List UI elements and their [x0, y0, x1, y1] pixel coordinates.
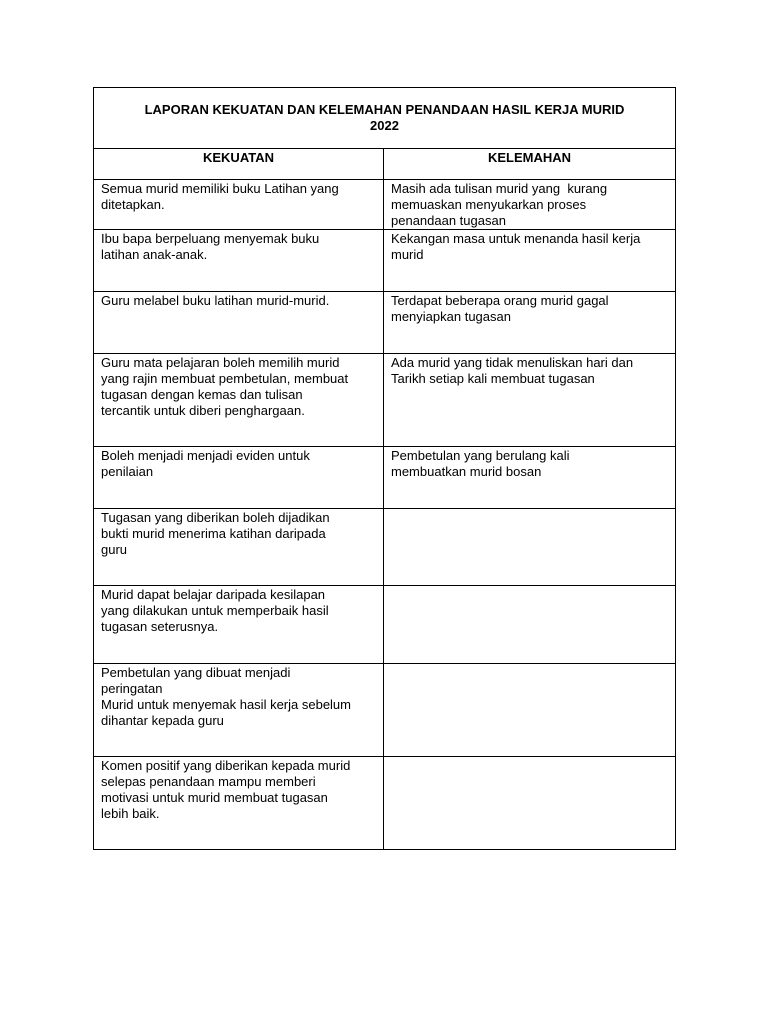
kekuatan-cell: [94, 757, 384, 850]
kelemahan-cell: [384, 664, 676, 757]
cell-line: Komen positif yang diberikan kepada murid: [101, 758, 351, 773]
report-title-line1: LAPORAN KEKUATAN DAN KELEMAHAN PENANDAAN HASIL KERJA MURID: [144, 102, 625, 117]
cell-line: tugasan dengan kemas dan tulisan: [101, 387, 303, 402]
cell-line: Guru mata pelajaran boleh memilih murid: [101, 355, 340, 370]
kekuatan-cell: [94, 509, 384, 586]
kekuatan-cell: [94, 586, 384, 664]
cell-line: yang dilakukan untuk memperbaik hasil: [101, 603, 329, 618]
kelemahan-cell: [384, 180, 676, 230]
cell-line: ditetapkan.: [101, 197, 165, 212]
kelemahan-cell: [384, 230, 676, 292]
kelemahan-cell: [384, 586, 676, 664]
report-table: [93, 87, 676, 850]
header-kekuatan: KEKUATAN: [94, 149, 384, 180]
kekuatan-cell: [94, 354, 384, 447]
cell-line: memuaskan menyukarkan proses: [391, 197, 587, 212]
cell-line: membuatkan murid bosan: [391, 464, 542, 479]
kelemahan-cell: [384, 354, 676, 447]
cell-line: selepas penandaan mampu memberi: [101, 774, 316, 789]
kekuatan-cell: [94, 230, 384, 292]
table-row: [94, 292, 676, 354]
kekuatan-cell: [94, 292, 384, 354]
cell-line: yang rajin membuat pembetulan, membuat: [101, 371, 349, 386]
table-row: [94, 180, 676, 230]
table-row: [94, 447, 676, 509]
cell-line: Murid untuk menyemak hasil kerja sebelum: [101, 697, 351, 712]
cell-line: bukti murid menerima katihan daripada: [101, 526, 326, 541]
kelemahan-cell: [384, 509, 676, 586]
cell-line: Pembetulan yang berulang kali: [391, 448, 570, 463]
header-row: [94, 149, 676, 180]
kelemahan-cell: [384, 447, 676, 509]
cell-line: Guru melabel buku latihan murid-murid.: [101, 293, 330, 308]
kelemahan-cell: [384, 292, 676, 354]
cell-line: peringatan: [101, 681, 163, 696]
title-cell: [94, 88, 676, 149]
table-row: [94, 664, 676, 757]
cell-line: Boleh menjadi menjadi eviden untuk: [101, 448, 310, 463]
cell-line: Ada murid yang tidak menuliskan hari dan: [391, 355, 634, 370]
cell-line: dihantar kepada guru: [101, 713, 224, 728]
cell-line: penandaan tugasan: [391, 213, 506, 228]
cell-line: Pembetulan yang dibuat menjadi: [101, 665, 291, 680]
kelemahan-cell: [384, 757, 676, 850]
cell-line: Masih ada tulisan murid yang kurang: [391, 181, 608, 196]
cell-line: motivasi untuk murid membuat tugasan: [101, 790, 328, 805]
cell-line: latihan anak-anak.: [101, 247, 208, 262]
kekuatan-cell: [94, 447, 384, 509]
cell-line: Semua murid memiliki buku Latihan yang: [101, 181, 339, 196]
cell-line: lebih baik.: [101, 806, 160, 821]
table-row: [94, 230, 676, 292]
table-row: [94, 586, 676, 664]
header-kelemahan: KELEMAHAN: [384, 149, 676, 180]
cell-line: menyiapkan tugasan: [391, 309, 511, 324]
cell-line: Tugasan yang diberikan boleh dijadikan: [101, 510, 330, 525]
kekuatan-cell: [94, 180, 384, 230]
cell-line: tugasan seterusnya.: [101, 619, 219, 634]
cell-line: Kekangan masa untuk menanda hasil kerja: [391, 231, 641, 246]
cell-line: guru: [101, 542, 128, 557]
kekuatan-cell: [94, 664, 384, 757]
table-row: [94, 509, 676, 586]
table-row: [94, 757, 676, 850]
cell-line: Ibu bapa berpeluang menyemak buku: [101, 231, 320, 246]
title-row: [94, 88, 676, 149]
report-title-line2: 2022: [370, 118, 399, 133]
cell-line: murid: [391, 247, 424, 262]
cell-line: penilaian: [101, 464, 154, 479]
cell-line: Murid dapat belajar daripada kesilapan: [101, 587, 326, 602]
cell-line: Terdapat beberapa orang murid gagal: [391, 293, 609, 308]
cell-line: Tarikh setiap kali membuat tugasan: [391, 371, 595, 386]
cell-line: tercantik untuk diberi penghargaan.: [101, 403, 305, 418]
table-row: [94, 354, 676, 447]
